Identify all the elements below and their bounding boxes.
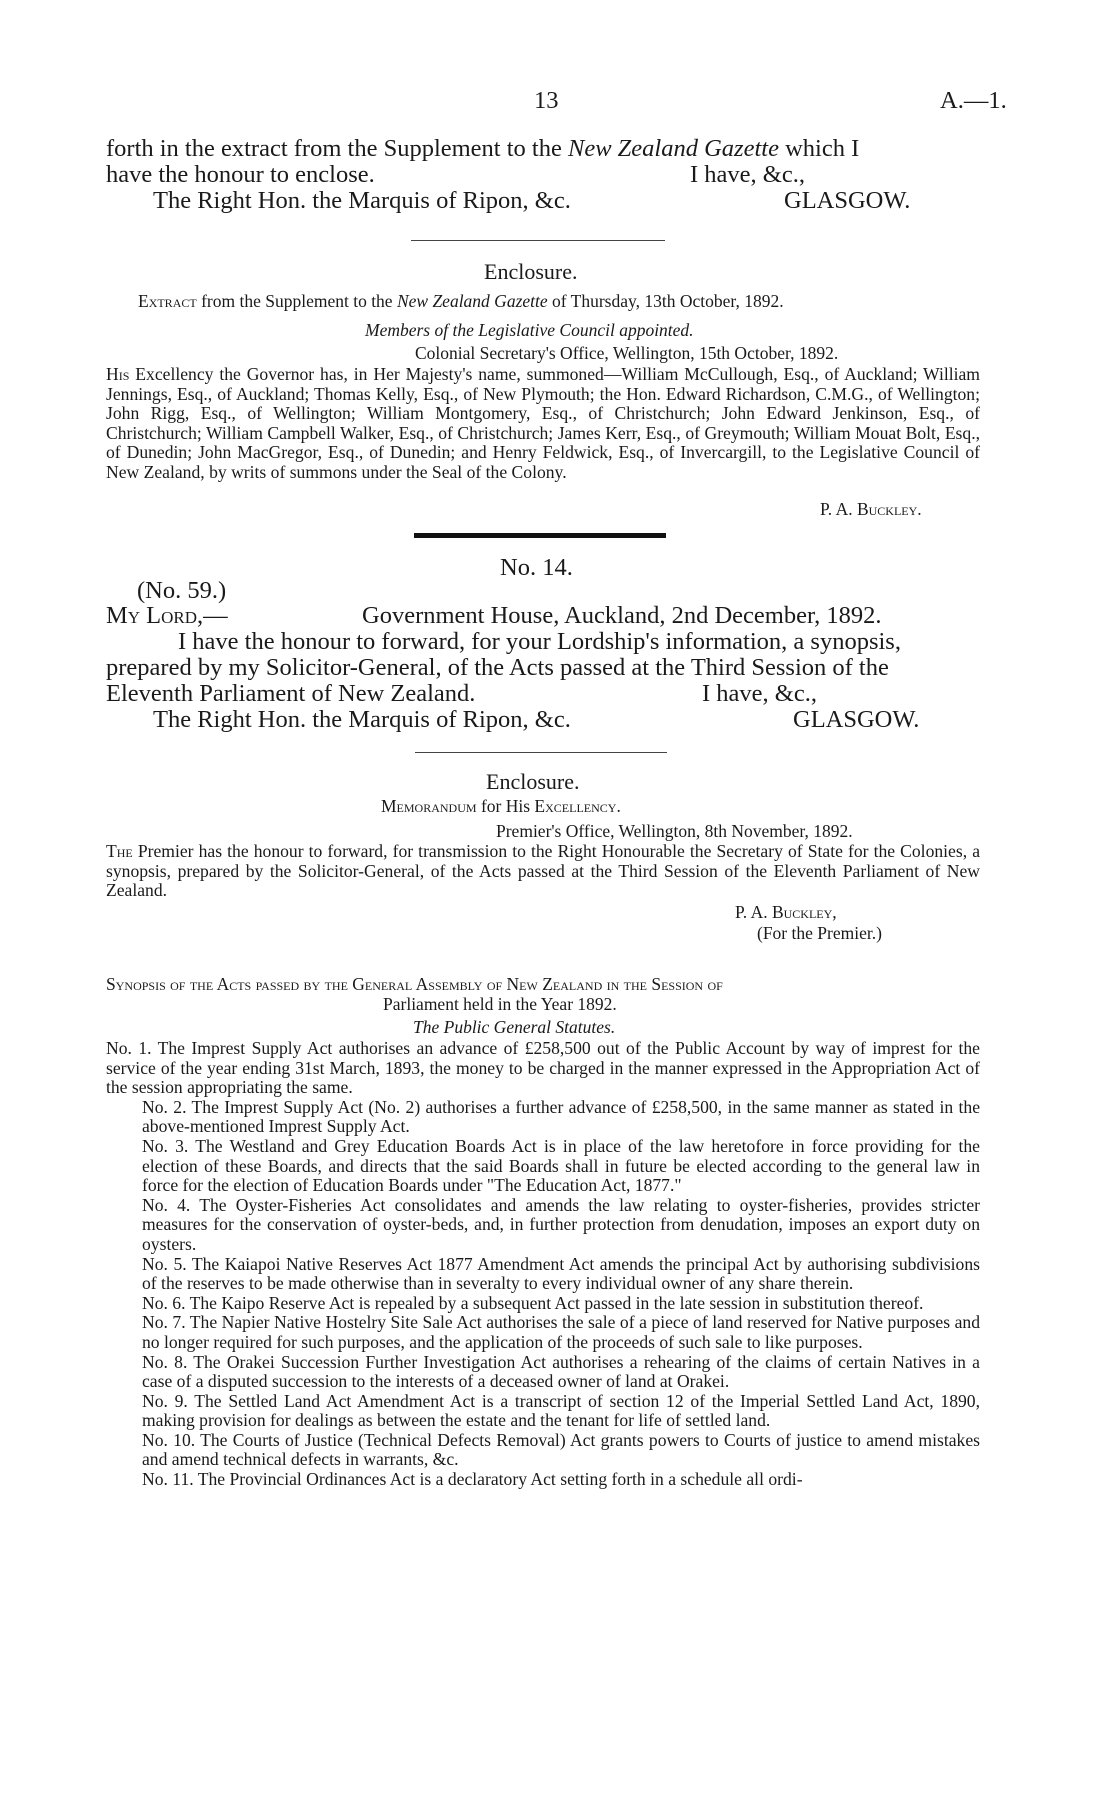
synopsis-title-line2: Parliament held in the Year 1892. — [383, 994, 617, 1014]
enclosure1-subtitle: Members of the Legislative Council appointed. — [365, 320, 694, 340]
list-item: No. 8. The Orakei Succession Further Investigation Act authorises a rehearing of the claims of certain Natives in a case of a disputed succession to the interests of a deceased owner of land at Orakei. — [142, 1351, 980, 1392]
list-item: No. 4. The Oyster-Fisheries Act consolidates and amends the law relating to oyster-fisheries, provides stricter measures for the conservation of oyster-beds, and, in further protection from denudation, imposes an export duty on oysters. — [142, 1194, 980, 1254]
list-item: No. 1. The Imprest Supply Act authorises an advance of £258,500 out of the Public Account by way of imprest for the service of the year ending 31st March, 1893, the money to be charged in the manner expressed in the Appropriation Act of the session appropriating the same. — [106, 1038, 980, 1098]
enclosure2-memorandum: Memorandum for His Excellency. — [381, 796, 621, 816]
enclosure1-signatory: P. A. Buckley. — [820, 499, 922, 519]
letter1-signature: GLASGOW. — [784, 187, 911, 214]
letter1-closing: I have, &c., — [690, 161, 805, 188]
divider-rule — [415, 752, 667, 753]
synopsis-list — [106, 1039, 980, 1490]
enclosure1-extract-line: Extract from the Supplement to the New Zealand Gazette of Thursday, 13th October, 1892. — [138, 291, 784, 311]
letter2-number: No. 14. — [500, 554, 573, 581]
synopsis-title-line1: Synopsis of the Acts passed by the General Assembly of New Zealand in the Session of — [106, 974, 723, 994]
list-item: No. 10. The Courts of Justice (Technical Defects Removal) Act grants powers to Courts of justice to amend mistakes and amend technical defects in warrants, &c. — [142, 1429, 980, 1470]
page-number: 13 — [534, 87, 559, 114]
divider-rule — [411, 240, 665, 241]
letter2-closing: I have, &c., — [702, 680, 817, 707]
letter2-salutation: My Lord,— — [106, 602, 228, 629]
letter2-addressee: The Right Hon. the Marquis of Ripon, &c. — [153, 706, 571, 733]
enclosure1-heading: Enclosure. — [484, 259, 578, 284]
list-item: No. 9. The Settled Land Act Amendment Act is a transcript of section 12 of the Imperial Settled Land Act, 1890, making provision for dealings as between the estate and the tenant for life of settled land. — [142, 1390, 980, 1431]
letter2-place-date: Government House, Auckland, 2nd December, 1892. — [362, 602, 882, 629]
list-item: No. 3. The Westland and Grey Education Boards Act is in place of the law heretofore in force providing for the election of these Boards, and directs that the said Boards shall in future be elected according to the general law in force for the election of Education Boards under "The Education Act, 1877." — [142, 1135, 980, 1196]
letter2-reference: (No. 59.) — [137, 577, 227, 604]
letter2-line2: prepared by my Solicitor-General, of the Acts passed at the Third Session of the — [106, 654, 889, 681]
list-item: No. 7. The Napier Native Hostelry Site Sale Act authorises the sale of a piece of land reserved for Native purposes and no longer required for such purposes, and the application of the proceeds of such sale to like purposes. — [142, 1312, 980, 1352]
letter1-addressee: The Right Hon. the Marquis of Ripon, &c. — [153, 187, 571, 214]
section-rule — [414, 533, 666, 538]
letter2-signature: GLASGOW. — [793, 706, 920, 733]
enclosure2-signatory: P. A. Buckley, — [735, 902, 837, 922]
enclosure1-body: His Excellency the Governor has, in Her Majesty's name, summoned—William McCullough, Esq., of Auckland; William Jennings, Esq., of Auckland; Thomas Kelly, Esq., of New Plymouth; the Hon. Edward Richardson, C.M.G., of Wellington; John Rigg, Esq., of Wellington; William Montgomery, Esq., of Christchurch; John Edward Jenkinson, Esq., of Christchurch; William Campbell Walker, Esq., of Christchurch; James Kerr, Esq., of Greymouth; William Mouat Bolt, Esq., of Dunedin; John MacGregor, Esq., of Dunedin; and Henry Feldwick, Esq., of Invercargill, to the Legislative Council of New Zealand, by writs of summons under the Seal of the Colony. — [106, 364, 980, 482]
enclosure1-office-date: Colonial Secretary's Office, Wellington, 15th October, 1892. — [415, 343, 839, 363]
enclosure2-for-premier: (For the Premier.) — [757, 923, 882, 943]
letter2-line1: I have the honour to forward, for your Lordship's information, a synopsis, — [178, 628, 901, 655]
letter1-line2: have the honour to enclose. — [106, 161, 375, 188]
enclosure2-office-date: Premier's Office, Wellington, 8th November, 1892. — [496, 821, 853, 841]
synopsis-section-heading: The Public General Statutes. — [413, 1017, 616, 1037]
list-item: No. 5. The Kaiapoi Native Reserves Act 1877 Amendment Act amends the principal Act by authorising subdivisions of the reserves to be made otherwise than in severalty to every individual owner of any share therein. — [142, 1253, 980, 1294]
document-reference: A.—1. — [940, 87, 1007, 114]
list-item: No. 6. The Kaipo Reserve Act is repealed by a subsequent Act passed in the late session in substitution thereof. — [142, 1292, 924, 1313]
list-item: No. 11. The Provincial Ordinances Act is a declaratory Act setting forth in a schedule all ordi- — [142, 1469, 803, 1490]
list-item: No. 2. The Imprest Supply Act (No. 2) authorises a further advance of £258,500, in the same manner as stated in the above-mentioned Imprest Supply Act. — [142, 1096, 980, 1137]
enclosure2-heading: Enclosure. — [486, 769, 580, 794]
enclosure2-body: The Premier has the honour to forward, for transmission to the Right Honourable the Secretary of State for the Colonies, a synopsis, prepared by the Solicitor-General, of the Acts passed at the Third Session of the Eleventh Parliament of New Zealand. — [106, 841, 980, 901]
letter1-line1: forth in the extract from the Supplement to the New Zealand Gazette which I — [106, 135, 860, 162]
letter2-line3: Eleventh Parliament of New Zealand. — [106, 680, 476, 707]
